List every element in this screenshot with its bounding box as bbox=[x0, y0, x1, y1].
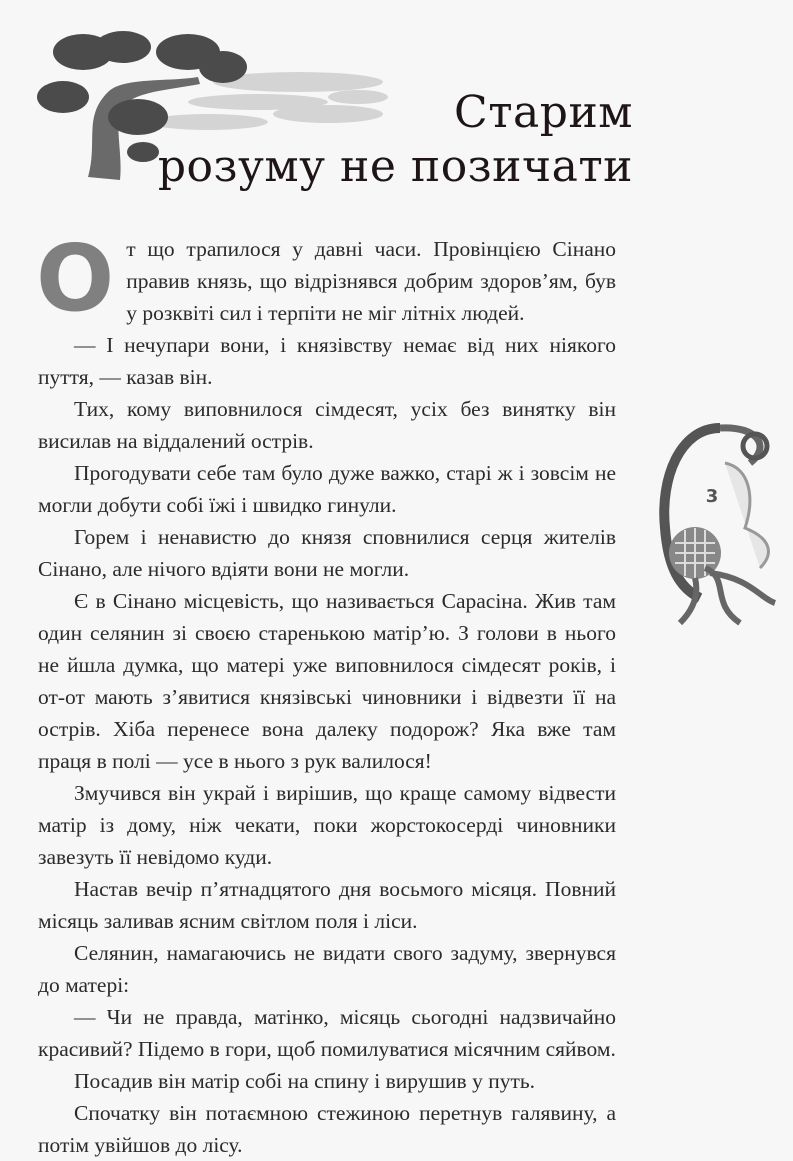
paragraph: Настав вечір п’ятнадцятого дня восьмого місяця. Повний місяць заливав ясним світлом поля і ліси. bbox=[38, 877, 616, 933]
paragraph: Селянин, намагаючись не видати свого задуму, звернувся до матері: bbox=[38, 941, 616, 997]
paragraph: — Чи не правда, матінко, місяць сьогодні надзвичайно красивий? Підемо в гори, щоб помилуватися місячним сяйвом. bbox=[38, 1005, 616, 1061]
paragraph: Тих, кому виповнилося сімдесят, усіх без винятку він висилав на віддалений острів. bbox=[38, 397, 616, 453]
braided-knot-illustration bbox=[650, 418, 790, 628]
paragraph: — І нечупари вони, і князівству немає від них ніякого пуття, — казав він. bbox=[38, 333, 616, 389]
paragraph: Спочатку він потаємною стежиною перетнув галявину, а потім увійшов до лісу. bbox=[38, 1101, 616, 1157]
paragraph: Є в Сінано місцевість, що називається Сарасіна. Жив там один селянин зі своєю старенькою матір’ю. З голови в нього не йшла думка, що матері уже виповнилося сімдесят років, і от-от мають з’явитися князівські чиновники і відвезти її на острів. Хіба перенесе вона далеку подорож? Яка вже там праця в полі — усе в нього з рук валилося! bbox=[38, 589, 616, 773]
chapter-title-line-1: Старим bbox=[454, 87, 633, 138]
paragraph: Змучився він украй і вирішив, що краще самому відвести матір із дому, ніж чекати, поки жорстокосерді чиновники завезуть її невідомо куди. bbox=[38, 781, 616, 869]
chapter-title bbox=[158, 86, 633, 194]
paragraph: Прогодувати себе там було дуже важко, старі ж і зовсім не могли добути собі їжі і швидко гинули. bbox=[38, 461, 616, 517]
chapter-title-line-2: розуму не позичати bbox=[157, 141, 633, 192]
page-number: 3 bbox=[705, 486, 719, 507]
story-text bbox=[36, 225, 616, 1161]
paragraph: Горем і ненавистю до князя сповнилися серця жителів Сінано, але нічого вдіяти вони не могли. bbox=[38, 525, 616, 581]
drop-cap: О bbox=[36, 225, 115, 332]
paragraph: Посадив він матір собі на спину і вирушив у путь. bbox=[74, 1069, 536, 1093]
paragraph: От що трапилося у давні часи. Провінцією Сінано правив князь, що відрізнявся добрим здоров’ям, був у розквіті сил і терпіти не міг літніх людей. bbox=[36, 225, 616, 332]
